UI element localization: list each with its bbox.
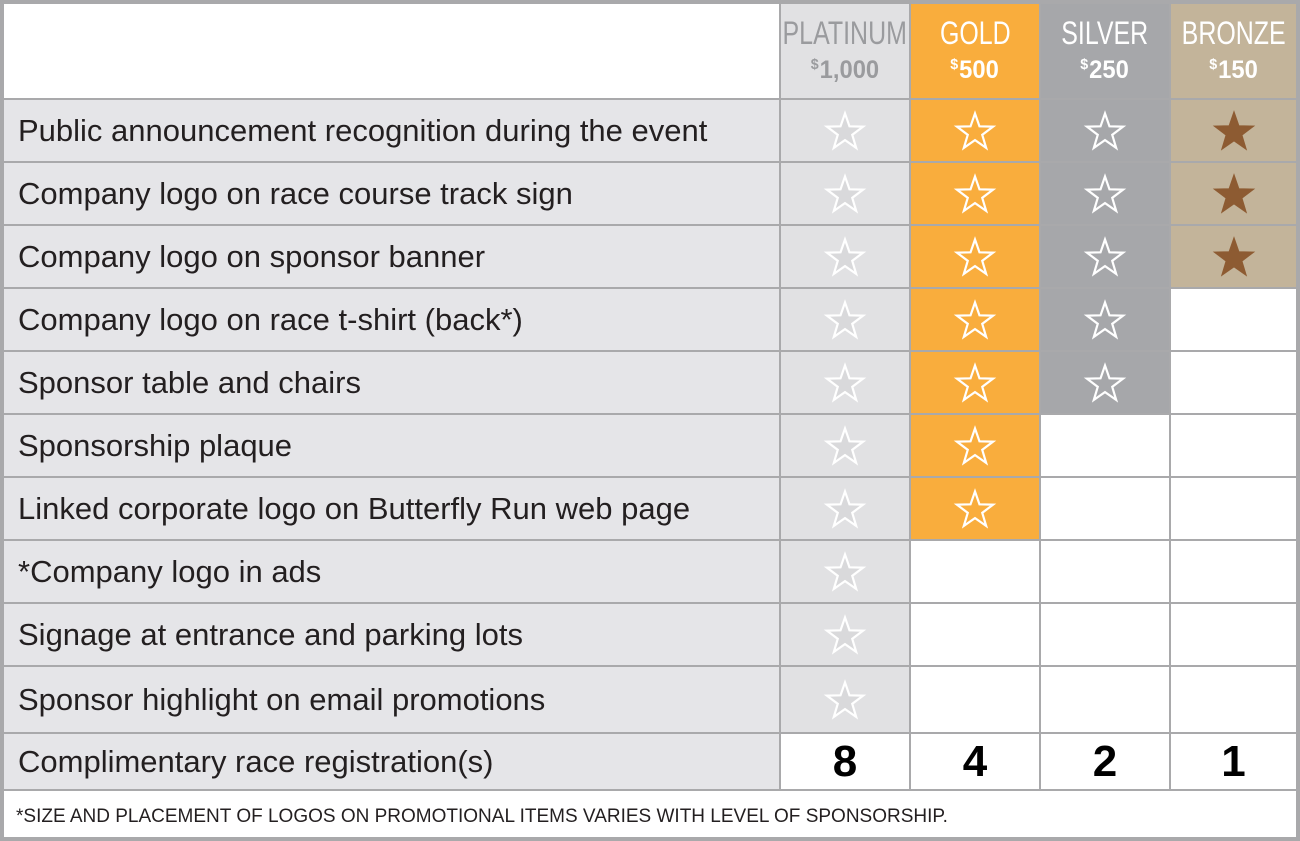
benefit-cell-gold-included <box>911 226 1039 287</box>
star-filled-icon <box>1212 236 1256 278</box>
star-outline-icon <box>953 362 997 404</box>
benefit-cell-platinum-included <box>781 478 909 539</box>
star-outline-icon <box>953 236 997 278</box>
benefit-cell-bronze-included <box>1171 226 1296 287</box>
benefit-cell-bronze-empty <box>1171 478 1296 539</box>
benefit-cell-platinum-included <box>781 541 909 602</box>
benefit-cell-silver-included <box>1041 352 1169 413</box>
currency-symbol: $ <box>810 56 819 73</box>
benefit-label: Company logo on race t-shirt (back*) <box>4 289 779 350</box>
registration-count-platinum: 8 <box>781 734 909 789</box>
benefit-label: Company logo on sponsor banner <box>4 226 779 287</box>
tier-name: GOLD <box>939 15 1011 51</box>
benefit-cell-gold-empty <box>911 604 1039 665</box>
benefit-cell-bronze-empty <box>1171 604 1296 665</box>
star-outline-icon <box>823 362 867 404</box>
benefit-label: Company logo on race course track sign <box>4 163 779 224</box>
star-outline-icon <box>823 551 867 593</box>
benefit-cell-bronze-included <box>1171 163 1296 224</box>
benefit-label: Signage at entrance and parking lots <box>4 604 779 665</box>
benefit-cell-gold-empty <box>911 667 1039 732</box>
benefit-label: Sponsor highlight on email promotions <box>4 667 779 732</box>
benefit-cell-silver-included <box>1041 163 1169 224</box>
benefit-cell-gold-empty <box>911 541 1039 602</box>
star-outline-icon <box>823 679 867 721</box>
currency-symbol: $ <box>1209 56 1218 73</box>
tier-name: PLATINUM <box>782 15 908 51</box>
currency-symbol: $ <box>950 56 959 73</box>
tier-amount: 1,000 <box>819 56 880 84</box>
benefit-label: Linked corporate logo on Butterfly Run web page <box>4 478 779 539</box>
benefit-cell-silver-empty <box>1041 667 1169 732</box>
benefit-cell-gold-included <box>911 163 1039 224</box>
registration-count-bronze: 1 <box>1171 734 1296 789</box>
benefit-cell-bronze-empty <box>1171 289 1296 350</box>
star-outline-icon <box>1083 110 1127 152</box>
benefit-cell-silver-empty <box>1041 415 1169 476</box>
tier-name: BRONZE <box>1181 15 1286 51</box>
benefit-cell-gold-included <box>911 289 1039 350</box>
benefit-cell-platinum-included <box>781 415 909 476</box>
star-outline-icon <box>953 488 997 530</box>
registration-label: Complimentary race registration(s) <box>4 734 779 789</box>
tier-amount: 150 <box>1218 56 1258 84</box>
star-outline-icon <box>953 173 997 215</box>
tier-header-silver <box>1041 4 1169 98</box>
star-outline-icon <box>823 488 867 530</box>
star-outline-icon <box>823 299 867 341</box>
star-outline-icon <box>953 110 997 152</box>
benefit-cell-silver-included <box>1041 289 1169 350</box>
star-outline-icon <box>1083 362 1127 404</box>
star-filled-icon <box>1212 110 1256 152</box>
benefit-cell-platinum-included <box>781 226 909 287</box>
star-outline-icon <box>1083 299 1127 341</box>
star-outline-icon <box>953 425 997 467</box>
benefit-cell-gold-included <box>911 415 1039 476</box>
tier-name: SILVER <box>1061 15 1149 51</box>
header-corner <box>4 4 779 98</box>
star-outline-icon <box>953 299 997 341</box>
tier-header-gold <box>911 4 1039 98</box>
benefit-cell-platinum-included <box>781 604 909 665</box>
tier-header-bronze <box>1171 4 1296 98</box>
benefit-cell-gold-included <box>911 352 1039 413</box>
benefit-cell-bronze-empty <box>1171 667 1296 732</box>
benefit-label: Sponsor table and chairs <box>4 352 779 413</box>
tier-price <box>811 50 879 85</box>
benefit-cell-silver-empty <box>1041 604 1169 665</box>
star-outline-icon <box>823 425 867 467</box>
registration-count-gold: 4 <box>911 734 1039 789</box>
tier-amount: 500 <box>959 56 1000 84</box>
benefit-cell-silver-included <box>1041 226 1169 287</box>
benefit-cell-platinum-included <box>781 352 909 413</box>
footnote: *SIZE AND PLACEMENT OF LOGOS ON PROMOTIONAL ITEMS VARIES WITH LEVEL OF SPONSORSHIP. <box>4 791 1296 837</box>
benefit-cell-platinum-included <box>781 163 909 224</box>
benefit-cell-bronze-included <box>1171 100 1296 161</box>
benefit-cell-silver-empty <box>1041 478 1169 539</box>
benefit-cell-platinum-included <box>781 667 909 732</box>
currency-symbol: $ <box>1080 56 1089 73</box>
benefit-cell-platinum-included <box>781 100 909 161</box>
benefit-cell-gold-included <box>911 100 1039 161</box>
star-filled-icon <box>1212 173 1256 215</box>
tier-header-platinum <box>781 4 909 98</box>
tier-amount: 250 <box>1089 56 1130 84</box>
tier-price <box>1081 50 1130 85</box>
benefit-label: *Company logo in ads <box>4 541 779 602</box>
benefit-cell-platinum-included <box>781 289 909 350</box>
benefit-cell-bronze-empty <box>1171 415 1296 476</box>
star-outline-icon <box>823 236 867 278</box>
star-outline-icon <box>823 110 867 152</box>
star-outline-icon <box>1083 236 1127 278</box>
tier-price <box>951 50 1000 85</box>
benefit-label: Public announcement recognition during the event <box>4 100 779 161</box>
star-outline-icon <box>823 614 867 656</box>
registration-count-silver: 2 <box>1041 734 1169 789</box>
benefit-cell-silver-included <box>1041 100 1169 161</box>
benefit-cell-bronze-empty <box>1171 352 1296 413</box>
tier-price <box>1209 50 1258 85</box>
benefit-cell-gold-included <box>911 478 1039 539</box>
star-outline-icon <box>823 173 867 215</box>
benefit-cell-bronze-empty <box>1171 541 1296 602</box>
benefit-label: Sponsorship plaque <box>4 415 779 476</box>
benefit-cell-silver-empty <box>1041 541 1169 602</box>
star-outline-icon <box>1083 173 1127 215</box>
